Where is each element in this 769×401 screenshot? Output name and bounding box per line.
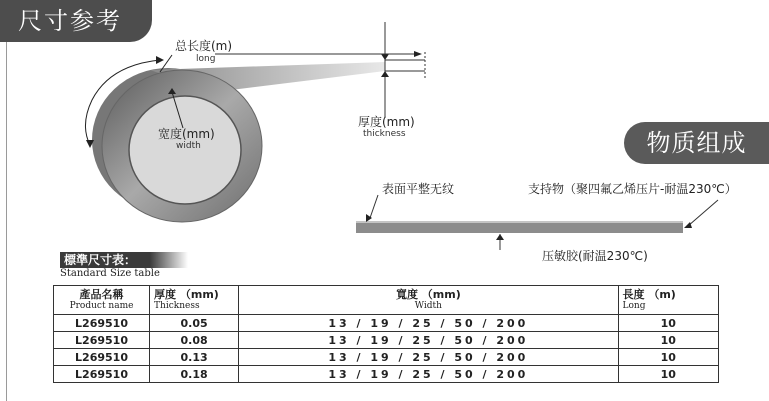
thickness-label: 厚度(mm) — [358, 115, 415, 129]
thickness-sub: thickness — [363, 129, 406, 139]
header-long-en: Long — [622, 301, 646, 311]
thick-arrow-down — [381, 54, 389, 60]
cell-thickness: 0.13 — [150, 349, 239, 366]
cell-name: L269510 — [54, 366, 150, 383]
long-arrow-head-top — [156, 56, 164, 64]
support-label: 支持物（聚四氟乙烯压片-耐温230℃） — [528, 182, 737, 196]
total-length-sub: long — [196, 54, 216, 64]
cell-long: 10 — [618, 315, 718, 332]
header-width — [239, 286, 618, 315]
cell-thickness: 0.05 — [150, 315, 239, 332]
header-name-en: Product name — [69, 301, 134, 311]
material-tab: 物质组成 — [624, 122, 769, 164]
table-row — [54, 315, 719, 332]
total-length-label: 总长度(m) — [175, 39, 233, 53]
adhesive-label: 压敏胶(耐温230℃) — [542, 249, 648, 263]
cell-widths: 13 / 19 / 25 / 50 / 200 — [239, 315, 618, 332]
cell-long: 10 — [618, 349, 718, 366]
long-dim-arrow — [414, 51, 422, 57]
header-thick-en: Thickness — [154, 301, 200, 311]
cell-thickness: 0.08 — [150, 332, 239, 349]
cell-widths: 13 / 19 / 25 / 50 / 200 — [239, 366, 618, 383]
header-product-name — [54, 286, 150, 315]
cell-widths: 13 / 19 / 25 / 50 / 200 — [239, 349, 618, 366]
tape-strip — [356, 223, 683, 233]
header-thick-cn: 厚度 （mm) — [154, 288, 219, 301]
standard-table-subtitle: Standard Size table — [60, 268, 160, 279]
dimensions-tab: 尺寸参考 — [0, 0, 152, 42]
cell-long: 10 — [618, 332, 718, 349]
header-name-cn: 產品名稱 — [79, 288, 124, 301]
surface-label: 表面平整无纹 — [382, 182, 455, 196]
header-width-en: Width — [414, 301, 442, 311]
cell-widths: 13 / 19 / 25 / 50 / 200 — [239, 332, 618, 349]
table-row — [54, 366, 719, 383]
standard-table-title: 標準尺寸表： — [60, 252, 188, 268]
tape-strip-top — [356, 221, 683, 223]
header-long-cn: 長度 （m) — [622, 288, 676, 301]
adhesive-arrow — [496, 234, 504, 240]
width-sub: width — [176, 141, 201, 151]
cell-name: L269510 — [54, 349, 150, 366]
support-leader — [688, 200, 718, 226]
header-long — [618, 286, 718, 315]
table-row — [54, 332, 719, 349]
cell-name: L269510 — [54, 315, 150, 332]
size-table — [53, 285, 719, 383]
table-header-row — [54, 286, 719, 315]
header-width-cn: 寬度 （mm) — [395, 288, 461, 301]
table-row — [54, 349, 719, 366]
cell-thickness: 0.18 — [150, 366, 239, 383]
cell-name: L269510 — [54, 332, 150, 349]
width-label: 宽度(mm) — [158, 127, 215, 141]
support-arrow — [684, 222, 692, 228]
surface-leader — [370, 195, 378, 218]
header-thickness — [150, 286, 239, 315]
thick-arrow-up — [381, 71, 389, 77]
cell-long: 10 — [618, 366, 718, 383]
